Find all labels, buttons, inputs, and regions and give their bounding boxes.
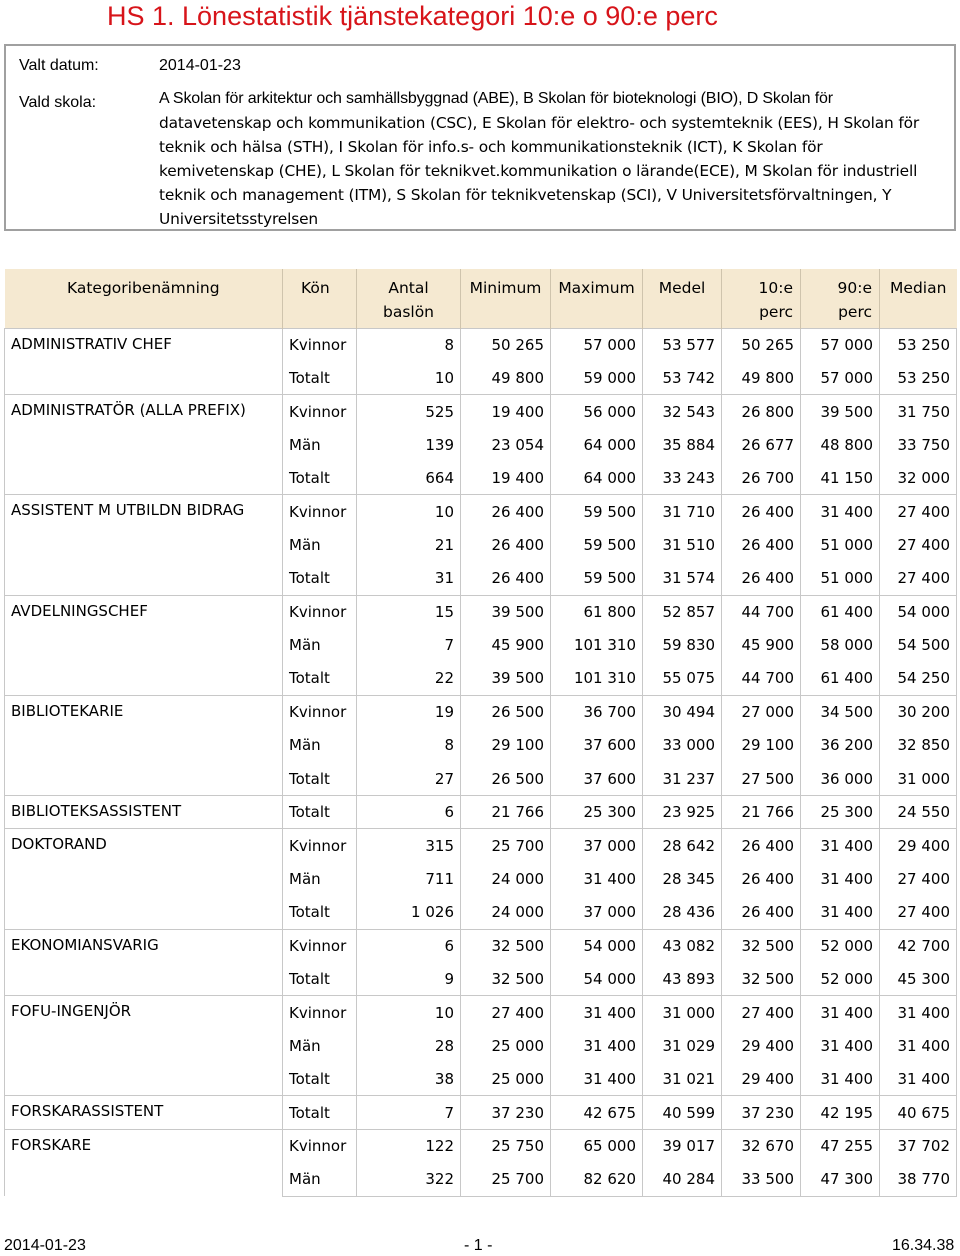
value-cell: 36 000 [801,762,880,795]
footer-page: - 1 - [464,1237,493,1254]
value-cell: 35 884 [643,428,722,461]
value-cell: 25 750 [461,1129,551,1162]
value-cell: 82 620 [551,1163,643,1196]
value-cell: 29 400 [722,1029,801,1062]
gender-cell: Totalt [283,662,357,695]
value-cell: 22 [357,662,461,695]
value-cell: 711 [357,862,461,895]
footer-time: 16.34.38 [892,1237,955,1254]
value-cell: 29 100 [461,729,551,762]
value-cell: 101 310 [551,629,643,662]
value-cell: 31 400 [801,1029,880,1062]
table-row [5,795,957,828]
value-cell: 37 230 [461,1096,551,1129]
school-line: Universitetsstyrelsen [159,210,319,228]
value-cell: 54 500 [880,629,957,662]
value-cell: 25 300 [801,795,880,828]
gender-cell: Kvinnor [283,996,357,1029]
value-cell: 54 000 [880,595,957,628]
school-label: Vald skola: [19,94,97,111]
value-cell: 64 000 [551,462,643,495]
value-cell: 25 000 [461,1029,551,1062]
value-cell: 64 000 [551,428,643,461]
value-cell: 42 675 [551,1096,643,1129]
category-cell: BIBLIOTEKSASSISTENT [5,795,283,828]
value-cell: 122 [357,1129,461,1162]
value-cell: 31 400 [551,996,643,1029]
value-cell: 31 029 [643,1029,722,1062]
value-cell: 27 400 [880,862,957,895]
value-cell: 6 [357,929,461,962]
value-cell: 32 500 [461,929,551,962]
value-cell: 31 400 [880,1063,957,1096]
value-cell: 27 400 [880,528,957,561]
value-cell: 26 500 [461,695,551,728]
value-cell: 664 [357,462,461,495]
value-cell: 44 700 [722,662,801,695]
value-cell: 31 400 [880,1029,957,1062]
value-cell: 37 600 [551,762,643,795]
value-cell: 59 500 [551,495,643,528]
value-cell: 9 [357,962,461,995]
value-cell: 59 500 [551,562,643,595]
value-cell: 54 000 [551,929,643,962]
value-cell: 322 [357,1163,461,1196]
gender-cell: Totalt [283,962,357,995]
gender-cell: Totalt [283,462,357,495]
school-line: teknik och management (ITM), S Skolan för teknikvetenskap (SCI), V Universitetsförvaltningen, Y [159,186,892,204]
value-cell: 52 000 [801,929,880,962]
value-cell: 7 [357,1096,461,1129]
value-cell: 26 400 [461,528,551,561]
table-row [5,695,957,728]
value-cell: 31 400 [801,495,880,528]
gender-cell: Män [283,528,357,561]
category-cell: ASSISTENT M UTBILDN BIDRAG [5,495,283,595]
value-cell: 19 [357,695,461,728]
value-cell: 40 284 [643,1163,722,1196]
filter-panel [4,44,956,231]
value-cell: 51 000 [801,528,880,561]
value-cell: 31 400 [801,829,880,862]
value-cell: 31 400 [801,896,880,929]
gender-cell: Män [283,1163,357,1196]
date-value: 2014-01-23 [159,57,241,74]
value-cell: 8 [357,328,461,361]
value-cell: 29 100 [722,729,801,762]
gender-cell: Kvinnor [283,1129,357,1162]
value-cell: 36 700 [551,695,643,728]
table-row [5,829,957,862]
value-cell: 32 000 [880,462,957,495]
value-cell: 32 670 [722,1129,801,1162]
value-cell: 47 300 [801,1163,880,1196]
value-cell: 25 300 [551,795,643,828]
category-cell: FOFU-INGENJÖR [5,996,283,1096]
value-cell: 19 400 [461,462,551,495]
value-cell: 29 400 [722,1063,801,1096]
value-cell: 57 000 [801,361,880,394]
value-cell: 31 574 [643,562,722,595]
gender-cell: Kvinnor [283,929,357,962]
gender-cell: Totalt [283,896,357,929]
value-cell: 61 400 [801,595,880,628]
header-p10: 10:e perc [722,269,801,328]
value-cell: 28 345 [643,862,722,895]
gender-cell: Kvinnor [283,395,357,428]
value-cell: 51 000 [801,562,880,595]
value-cell: 57 000 [551,328,643,361]
gender-cell: Kvinnor [283,829,357,862]
value-cell: 7 [357,629,461,662]
value-cell: 33 500 [722,1163,801,1196]
value-cell: 42 195 [801,1096,880,1129]
value-cell: 31 510 [643,528,722,561]
value-cell: 30 200 [880,695,957,728]
table-row [5,1129,957,1162]
gender-cell: Totalt [283,562,357,595]
category-cell: EKONOMIANSVARIG [5,929,283,996]
value-cell: 23 925 [643,795,722,828]
value-cell: 38 770 [880,1163,957,1196]
gender-cell: Totalt [283,762,357,795]
category-cell: AVDELNINGSCHEF [5,595,283,695]
header-kategori: Kategoribenämning [5,269,283,328]
school-line: kemivetenskap (CHE), L Skolan för teknikvet.kommunikation o lärande(ECE), M Skolan för industriell [159,162,918,180]
value-cell: 45 300 [880,962,957,995]
value-cell: 27 400 [461,996,551,1029]
value-cell: 39 500 [801,395,880,428]
value-cell: 53 742 [643,361,722,394]
value-cell: 33 750 [880,428,957,461]
header-kon: Kön [283,269,357,328]
value-cell: 31 400 [801,1063,880,1096]
school-list [159,87,939,231]
header-antal: Antal baslön [357,269,461,328]
header-min: Minimum [461,269,551,328]
value-cell: 39 500 [461,662,551,695]
value-cell: 26 500 [461,762,551,795]
value-cell: 27 [357,762,461,795]
value-cell: 10 [357,996,461,1029]
value-cell: 27 400 [722,996,801,1029]
value-cell: 25 000 [461,1063,551,1096]
value-cell: 59 830 [643,629,722,662]
table-row [5,996,957,1029]
value-cell: 47 255 [801,1129,880,1162]
category-cell: BIBLIOTEKARIE [5,695,283,795]
value-cell: 21 766 [722,795,801,828]
value-cell: 25 700 [461,829,551,862]
table-header-row [5,269,957,328]
value-cell: 26 700 [722,462,801,495]
gender-cell: Totalt [283,1096,357,1129]
value-cell: 28 436 [643,896,722,929]
value-cell: 27 500 [722,762,801,795]
school-line: datavetenskap och kommunikation (CSC), E Skolan för elektro- och systemteknik (EES), H Skolan för [159,114,920,132]
value-cell: 26 677 [722,428,801,461]
school-line: A Skolan för arkitektur och samhällsbyggnad (ABE), B Skolan för bioteknologi (BIO), D Skolan för [159,90,833,107]
value-cell: 31 237 [643,762,722,795]
value-cell: 37 702 [880,1129,957,1162]
value-cell: 56 000 [551,395,643,428]
value-cell: 31 021 [643,1063,722,1096]
value-cell: 26 400 [722,528,801,561]
value-cell: 525 [357,395,461,428]
value-cell: 101 310 [551,662,643,695]
value-cell: 42 700 [880,929,957,962]
header-max: Maximum [551,269,643,328]
value-cell: 59 000 [551,361,643,394]
value-cell: 26 400 [461,495,551,528]
value-cell: 34 500 [801,695,880,728]
value-cell: 27 400 [880,562,957,595]
table-row [5,328,957,361]
footer-date: 2014-01-23 [4,1237,86,1254]
value-cell: 44 700 [722,595,801,628]
value-cell: 31 400 [801,862,880,895]
value-cell: 31 400 [551,1063,643,1096]
value-cell: 26 400 [722,495,801,528]
value-cell: 37 230 [722,1096,801,1129]
value-cell: 27 400 [880,495,957,528]
value-cell: 54 250 [880,662,957,695]
table-row [5,395,957,428]
value-cell: 26 400 [722,896,801,929]
value-cell: 48 800 [801,428,880,461]
value-cell: 24 000 [461,862,551,895]
value-cell: 31 [357,562,461,595]
value-cell: 23 054 [461,428,551,461]
header-p90: 90:e perc [801,269,880,328]
gender-cell: Män [283,428,357,461]
value-cell: 59 500 [551,528,643,561]
salary-table [4,269,957,1197]
value-cell: 31 400 [880,996,957,1029]
value-cell: 50 265 [461,328,551,361]
gender-cell: Män [283,862,357,895]
value-cell: 54 000 [551,962,643,995]
value-cell: 10 [357,361,461,394]
gender-cell: Kvinnor [283,328,357,361]
value-cell: 315 [357,829,461,862]
value-cell: 31 400 [801,996,880,1029]
value-cell: 33 243 [643,462,722,495]
value-cell: 32 850 [880,729,957,762]
category-cell: ADMINISTRATIV CHEF [5,328,283,395]
value-cell: 1 026 [357,896,461,929]
value-cell: 31 710 [643,495,722,528]
value-cell: 43 082 [643,929,722,962]
value-cell: 26 800 [722,395,801,428]
value-cell: 25 700 [461,1163,551,1196]
value-cell: 24 000 [461,896,551,929]
value-cell: 40 675 [880,1096,957,1129]
value-cell: 28 [357,1029,461,1062]
table-row [5,929,957,962]
gender-cell: Kvinnor [283,595,357,628]
gender-cell: Totalt [283,361,357,394]
value-cell: 53 250 [880,361,957,394]
value-cell: 39 500 [461,595,551,628]
value-cell: 41 150 [801,462,880,495]
gender-cell: Kvinnor [283,695,357,728]
value-cell: 31 750 [880,395,957,428]
value-cell: 53 250 [880,328,957,361]
value-cell: 21 [357,528,461,561]
value-cell: 33 000 [643,729,722,762]
header-median: Median [880,269,957,328]
value-cell: 37 600 [551,729,643,762]
value-cell: 32 500 [722,962,801,995]
value-cell: 31 000 [880,762,957,795]
value-cell: 65 000 [551,1129,643,1162]
gender-cell: Män [283,729,357,762]
value-cell: 139 [357,428,461,461]
value-cell: 27 400 [880,896,957,929]
category-cell: FORSKARE [5,1129,283,1196]
value-cell: 26 400 [722,562,801,595]
value-cell: 26 400 [461,562,551,595]
table-row [5,495,957,528]
table-row [5,1096,957,1129]
value-cell: 31 400 [551,862,643,895]
value-cell: 58 000 [801,629,880,662]
value-cell: 32 500 [722,929,801,962]
value-cell: 21 766 [461,795,551,828]
value-cell: 31 400 [551,1029,643,1062]
value-cell: 52 857 [643,595,722,628]
school-line: teknik och hälsa (STH), I Skolan för info.s- och kommunikationsteknik (ICT), K Skolan för [159,138,823,156]
value-cell: 26 400 [722,862,801,895]
gender-cell: Totalt [283,795,357,828]
value-cell: 37 000 [551,896,643,929]
table-row [5,595,957,628]
value-cell: 31 000 [643,996,722,1029]
value-cell: 49 800 [461,361,551,394]
gender-cell: Män [283,629,357,662]
value-cell: 19 400 [461,395,551,428]
gender-cell: Kvinnor [283,495,357,528]
category-cell: DOKTORAND [5,829,283,929]
value-cell: 15 [357,595,461,628]
report-title: HS 1. Lönestatistik tjänstekategori 10:e o 90:e perc [107,1,718,31]
value-cell: 32 543 [643,395,722,428]
value-cell: 10 [357,495,461,528]
value-cell: 57 000 [801,328,880,361]
value-cell: 38 [357,1063,461,1096]
value-cell: 39 017 [643,1129,722,1162]
value-cell: 45 900 [722,629,801,662]
category-cell: FORSKARASSISTENT [5,1096,283,1129]
value-cell: 53 577 [643,328,722,361]
date-label: Valt datum: [19,57,99,74]
value-cell: 26 400 [722,829,801,862]
value-cell: 55 075 [643,662,722,695]
value-cell: 40 599 [643,1096,722,1129]
value-cell: 24 550 [880,795,957,828]
value-cell: 45 900 [461,629,551,662]
value-cell: 52 000 [801,962,880,995]
value-cell: 6 [357,795,461,828]
value-cell: 43 893 [643,962,722,995]
value-cell: 30 494 [643,695,722,728]
value-cell: 61 800 [551,595,643,628]
value-cell: 28 642 [643,829,722,862]
value-cell: 61 400 [801,662,880,695]
header-medel: Medel [643,269,722,328]
value-cell: 49 800 [722,361,801,394]
value-cell: 29 400 [880,829,957,862]
value-cell: 27 000 [722,695,801,728]
category-cell: ADMINISTRATÖR (ALLA PREFIX) [5,395,283,495]
value-cell: 32 500 [461,962,551,995]
gender-cell: Män [283,1029,357,1062]
value-cell: 50 265 [722,328,801,361]
gender-cell: Totalt [283,1063,357,1096]
value-cell: 8 [357,729,461,762]
value-cell: 36 200 [801,729,880,762]
value-cell: 37 000 [551,829,643,862]
table-body [5,328,957,1196]
